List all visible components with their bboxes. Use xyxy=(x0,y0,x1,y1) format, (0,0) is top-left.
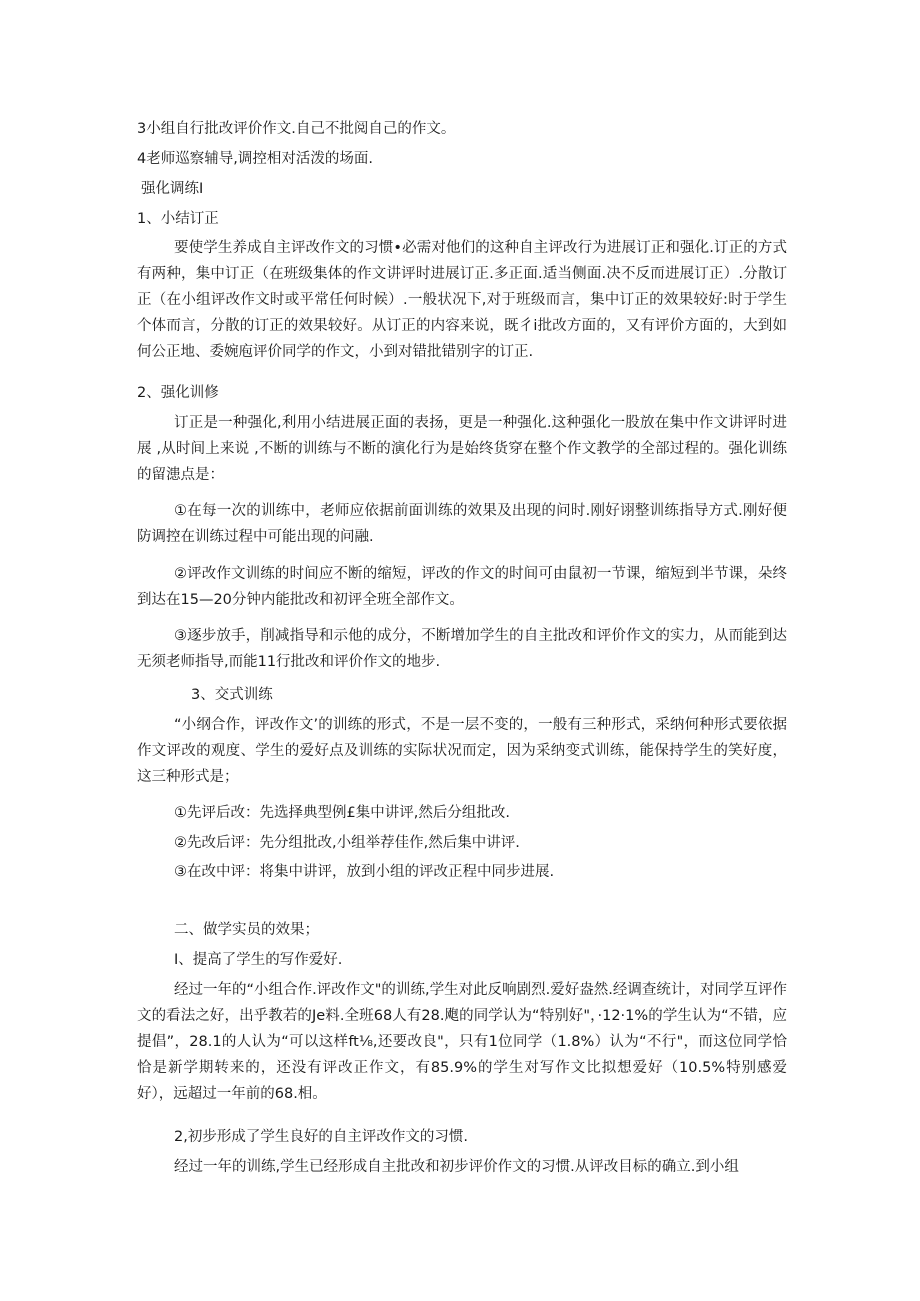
section-heading-strengthen: 强化调练I xyxy=(141,181,204,197)
section-heading-results: 二、做学实员的效果； xyxy=(174,922,319,938)
subheading-variant-training: 3、交式训练 xyxy=(191,687,273,703)
paragraph-step-4: 4老师巡察辅导,调控相对活泼的场面. xyxy=(137,151,373,167)
paragraph-step-3: 3小组自行批改评价作文.自己不批阅自己的作文。 xyxy=(137,121,456,137)
paragraph-three-forms: “小纲合作，评改作文’的训练的形式，不是一层不变的，一般有三种形式，采纳何种形式要依据作文评改的观度、学生的爱好点及训练的实际状况而定，因为采纳变式训练，能保持学生的笑好度，这三种形式是； xyxy=(137,717,787,785)
paragraph-correction-methods: 要使学生养成自主评改作文的习惯•必需对他们的这种自主评改行为进展订正和强化.订正的方式有两种，集中订正（在班级集体的作文讲评时进展订正.多正面.适当侧面.决不反而进展订正）.分散订正（在小组评改作文时或平常任何时候）.一般状况下,对于班级而言，集中订正的效果较好:时于学生个体而言，分散的订正的效果较好。从订正的内容来说，既彳i批改方面的，又有评价方面的，大到如何公正地、委婉庖评价同学的作文，小到对错批错别字的订正. xyxy=(137,240,787,360)
paragraph-strengthen-description: 订正是一种强化,利用小结进展正面的表扬，更是一种强化.这种强化一股放在集中作文讲评时进展 ,从时间上来说 ,不断的训练与不断的演化行为是始终货穿在整个作文教学的全部过程的。强化训练的留漶点是： xyxy=(137,415,787,483)
subheading-strengthen-training: 2、强化训修 xyxy=(137,385,219,401)
paragraph-habit-description: 经过一年的训练,学生已经形成自主批改和初步评价作文的习惯.从评改目标的确立.到小组 xyxy=(174,1159,739,1175)
list-item-form-1: ①先评后改：先选择典型例£集中讲评,然后分组批改. xyxy=(174,805,510,821)
list-item-point-1: ①在每一次的训练中，老师应依据前面训练的效果及出现的问时.刚好诩整训练指导方式.刚好便防调控在训练过程中可能出现的问融. xyxy=(137,503,787,545)
list-item-point-3: ③逐步放手，削减指导和示他的成分，不断增加学生的自主批改和评价作文的实力，从而能到达无须老师指导,而能11行批改和评价作文的地步. xyxy=(137,628,787,670)
list-item-form-3: ③在改中评：将集中讲评，放到小组的评改正程中同步进展. xyxy=(174,864,555,880)
paragraph-survey-results: 经过一年的“小组合作.评改作文"的训练,学生对此反响剧烈.爱好盎然.经调查统计，对同学互评作文的看法之好，出乎教若的Je料.全班68人有28.飑的同学认为“特别好"，·12·1%的学生认为“不错，应提倡”，28.1的人认为“可以这样ft⅛,还要改良"，只有1位同学（1.8%）认为“不行"，而这位同学恰恰是新学期转来的，还没有评改正作文，有85.9%的学生对写作文比拟想爱好（10.5%特别感爱好），远超过一年前的68.相。 xyxy=(137,982,787,1102)
list-item-form-2: ②先改后评：先分组批改,小组举荐佳作,然后集中讲评. xyxy=(174,835,520,851)
subheading-self-evaluation-habit: 2,初步形成了学生良好的自主评改作文的习惯. xyxy=(174,1129,468,1145)
subheading-writing-interest: I、提高了学生的写作爱好. xyxy=(174,952,343,968)
subheading-summary-correction: 1、小结订正 xyxy=(137,211,219,227)
list-item-point-2: ②评改作文训练的时间应不断的缩短，评改的作文的时间可由鼠初一节课，缩短到半节课，朵终到达在15—20分钟内能批改和初评全班全部作文。 xyxy=(137,566,787,608)
